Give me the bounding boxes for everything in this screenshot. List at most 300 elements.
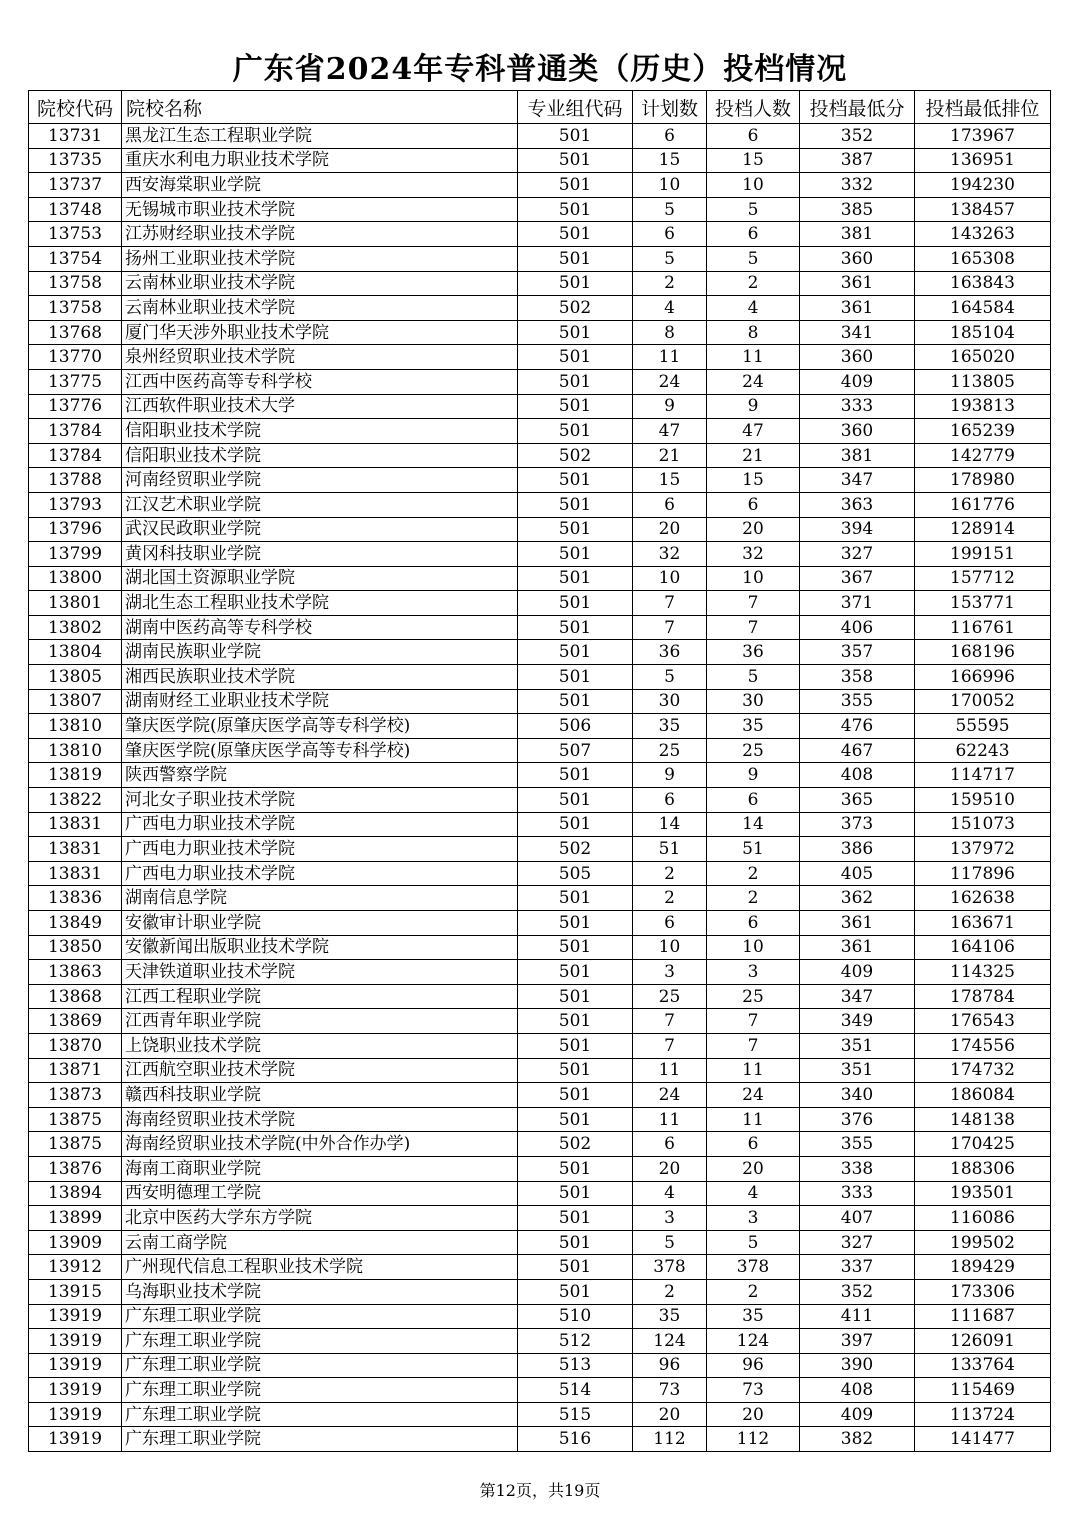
cell-min-rank: 185104 <box>915 320 1051 345</box>
cell-group-code: 501 <box>518 394 633 419</box>
cell-school-code: 13810 <box>29 738 122 763</box>
table-row <box>29 665 1051 690</box>
cell-school-code: 13876 <box>29 1156 122 1181</box>
cell-min-rank: 170425 <box>915 1132 1051 1157</box>
cell-min-rank: 193813 <box>915 394 1051 419</box>
cell-plan-count: 6 <box>633 911 707 936</box>
cell-plan-count: 11 <box>633 345 707 370</box>
cell-min-rank: 163671 <box>915 911 1051 936</box>
cell-school-name: 肇庆医学院(原肇庆医学高等专科学校) <box>122 714 518 739</box>
cell-school-code: 13800 <box>29 566 122 591</box>
cell-school-name: 广东理工职业学院 <box>122 1378 518 1403</box>
cell-school-code: 13788 <box>29 468 122 493</box>
cell-admitted-count: 2 <box>707 886 800 911</box>
cell-plan-count: 24 <box>633 369 707 394</box>
cell-min-rank: 164584 <box>915 296 1051 321</box>
cell-min-rank: 126091 <box>915 1329 1051 1354</box>
cell-min-rank: 199151 <box>915 542 1051 567</box>
cell-admitted-count: 47 <box>707 419 800 444</box>
table-row <box>29 443 1051 468</box>
cell-group-code: 501 <box>518 788 633 813</box>
cell-school-code: 13831 <box>29 861 122 886</box>
cell-group-code: 501 <box>518 615 633 640</box>
table-row <box>29 984 1051 1009</box>
cell-plan-count: 25 <box>633 984 707 1009</box>
cell-plan-count: 10 <box>633 566 707 591</box>
cell-plan-count: 10 <box>633 173 707 198</box>
cell-min-score: 405 <box>800 861 915 886</box>
cell-min-rank: 188306 <box>915 1156 1051 1181</box>
cell-school-code: 13799 <box>29 542 122 567</box>
header-min-score: 投档最低分 <box>800 91 915 124</box>
cell-school-code: 13805 <box>29 665 122 690</box>
cell-school-code: 13919 <box>29 1329 122 1354</box>
cell-school-code: 13770 <box>29 345 122 370</box>
cell-min-rank: 159510 <box>915 788 1051 813</box>
cell-plan-count: 51 <box>633 837 707 862</box>
cell-min-rank: 168196 <box>915 640 1051 665</box>
table-row <box>29 812 1051 837</box>
cell-admitted-count: 10 <box>707 566 800 591</box>
cell-min-score: 327 <box>800 1230 915 1255</box>
cell-min-score: 341 <box>800 320 915 345</box>
header-plan-count: 计划数 <box>633 91 707 124</box>
cell-admitted-count: 6 <box>707 1132 800 1157</box>
table-row <box>29 861 1051 886</box>
cell-plan-count: 11 <box>633 1058 707 1083</box>
cell-admitted-count: 24 <box>707 1083 800 1108</box>
cell-school-name: 黄冈科技职业学院 <box>122 542 518 567</box>
cell-min-rank: 162638 <box>915 886 1051 911</box>
cell-school-name: 北京中医药大学东方学院 <box>122 1206 518 1231</box>
table-row <box>29 591 1051 616</box>
cell-admitted-count: 7 <box>707 591 800 616</box>
cell-plan-count: 9 <box>633 763 707 788</box>
cell-school-name: 乌海职业技术学院 <box>122 1279 518 1304</box>
cell-group-code: 515 <box>518 1402 633 1427</box>
cell-plan-count: 15 <box>633 148 707 173</box>
table-row <box>29 788 1051 813</box>
cell-school-name: 河南经贸职业学院 <box>122 468 518 493</box>
header-admitted-count: 投档人数 <box>707 91 800 124</box>
cell-min-rank: 136951 <box>915 148 1051 173</box>
cell-school-name: 湖北国土资源职业学院 <box>122 566 518 591</box>
cell-min-rank: 116086 <box>915 1206 1051 1231</box>
cell-min-rank: 174556 <box>915 1033 1051 1058</box>
cell-min-score: 409 <box>800 369 915 394</box>
cell-min-rank: 178980 <box>915 468 1051 493</box>
cell-admitted-count: 10 <box>707 173 800 198</box>
cell-min-rank: 165239 <box>915 419 1051 444</box>
cell-plan-count: 15 <box>633 468 707 493</box>
cell-admitted-count: 25 <box>707 738 800 763</box>
cell-school-code: 13863 <box>29 960 122 985</box>
table-body <box>29 124 1051 1452</box>
cell-school-name: 黑龙江生态工程职业学院 <box>122 124 518 149</box>
table-row <box>29 1427 1051 1452</box>
cell-min-score: 409 <box>800 960 915 985</box>
cell-min-score: 373 <box>800 812 915 837</box>
header-school-code: 院校代码 <box>29 91 122 124</box>
cell-group-code: 502 <box>518 837 633 862</box>
cell-admitted-count: 9 <box>707 763 800 788</box>
table-row <box>29 960 1051 985</box>
cell-min-score: 386 <box>800 837 915 862</box>
cell-min-score: 467 <box>800 738 915 763</box>
cell-min-score: 357 <box>800 640 915 665</box>
cell-group-code: 501 <box>518 1009 633 1034</box>
cell-school-code: 13758 <box>29 271 122 296</box>
cell-school-code: 13793 <box>29 492 122 517</box>
cell-school-code: 13919 <box>29 1378 122 1403</box>
cell-min-score: 355 <box>800 689 915 714</box>
cell-group-code: 501 <box>518 345 633 370</box>
cell-group-code: 501 <box>518 1181 633 1206</box>
cell-min-score: 340 <box>800 1083 915 1108</box>
cell-group-code: 501 <box>518 689 633 714</box>
cell-school-name: 重庆水利电力职业技术学院 <box>122 148 518 173</box>
cell-admitted-count: 5 <box>707 1230 800 1255</box>
cell-min-rank: 114325 <box>915 960 1051 985</box>
table-row <box>29 1083 1051 1108</box>
cell-plan-count: 20 <box>633 1402 707 1427</box>
cell-admitted-count: 11 <box>707 1107 800 1132</box>
cell-plan-count: 7 <box>633 1033 707 1058</box>
cell-min-score: 406 <box>800 615 915 640</box>
table-row <box>29 419 1051 444</box>
cell-min-score: 338 <box>800 1156 915 1181</box>
table-row <box>29 1230 1051 1255</box>
cell-min-score: 381 <box>800 443 915 468</box>
cell-school-name: 广东理工职业学院 <box>122 1427 518 1452</box>
table-row <box>29 689 1051 714</box>
cell-admitted-count: 20 <box>707 1156 800 1181</box>
cell-group-code: 513 <box>518 1353 633 1378</box>
cell-group-code: 501 <box>518 148 633 173</box>
cell-min-score: 376 <box>800 1107 915 1132</box>
cell-min-score: 360 <box>800 345 915 370</box>
cell-school-code: 13784 <box>29 443 122 468</box>
cell-group-code: 501 <box>518 173 633 198</box>
cell-plan-count: 73 <box>633 1378 707 1403</box>
cell-plan-count: 6 <box>633 1132 707 1157</box>
cell-min-score: 361 <box>800 271 915 296</box>
table-row <box>29 738 1051 763</box>
cell-min-score: 390 <box>800 1353 915 1378</box>
cell-min-rank: 133764 <box>915 1353 1051 1378</box>
cell-admitted-count: 9 <box>707 394 800 419</box>
cell-group-code: 501 <box>518 271 633 296</box>
cell-school-code: 13915 <box>29 1279 122 1304</box>
cell-group-code: 501 <box>518 812 633 837</box>
cell-school-code: 13737 <box>29 173 122 198</box>
cell-school-code: 13919 <box>29 1353 122 1378</box>
cell-group-code: 501 <box>518 369 633 394</box>
cell-school-name: 海南经贸职业技术学院 <box>122 1107 518 1132</box>
cell-school-code: 13871 <box>29 1058 122 1083</box>
cell-school-name: 云南林业职业技术学院 <box>122 271 518 296</box>
cell-min-score: 387 <box>800 148 915 173</box>
cell-min-score: 337 <box>800 1255 915 1280</box>
cell-min-score: 408 <box>800 763 915 788</box>
cell-admitted-count: 36 <box>707 640 800 665</box>
table-row <box>29 246 1051 271</box>
cell-group-code: 506 <box>518 714 633 739</box>
table-row <box>29 1255 1051 1280</box>
cell-school-code: 13768 <box>29 320 122 345</box>
cell-group-code: 501 <box>518 640 633 665</box>
cell-min-score: 362 <box>800 886 915 911</box>
cell-admitted-count: 32 <box>707 542 800 567</box>
cell-plan-count: 10 <box>633 935 707 960</box>
cell-school-code: 13748 <box>29 197 122 222</box>
cell-min-score: 360 <box>800 419 915 444</box>
cell-school-code: 13873 <box>29 1083 122 1108</box>
cell-group-code: 514 <box>518 1378 633 1403</box>
cell-plan-count: 7 <box>633 591 707 616</box>
cell-group-code: 501 <box>518 1107 633 1132</box>
cell-admitted-count: 4 <box>707 1181 800 1206</box>
cell-min-score: 408 <box>800 1378 915 1403</box>
cell-admitted-count: 6 <box>707 222 800 247</box>
cell-min-score: 333 <box>800 1181 915 1206</box>
cell-group-code: 501 <box>518 320 633 345</box>
cell-group-code: 501 <box>518 246 633 271</box>
cell-plan-count: 6 <box>633 492 707 517</box>
cell-plan-count: 96 <box>633 1353 707 1378</box>
cell-plan-count: 2 <box>633 1279 707 1304</box>
cell-school-name: 无锡城市职业技术学院 <box>122 197 518 222</box>
cell-school-code: 13919 <box>29 1402 122 1427</box>
cell-school-code: 13831 <box>29 837 122 862</box>
cell-group-code: 507 <box>518 738 633 763</box>
cell-group-code: 501 <box>518 1230 633 1255</box>
cell-school-code: 13804 <box>29 640 122 665</box>
cell-min-score: 367 <box>800 566 915 591</box>
cell-min-rank: 163843 <box>915 271 1051 296</box>
cell-admitted-count: 8 <box>707 320 800 345</box>
cell-min-rank: 170052 <box>915 689 1051 714</box>
header-school-name: 院校名称 <box>122 91 518 124</box>
cell-plan-count: 7 <box>633 1009 707 1034</box>
cell-school-code: 13754 <box>29 246 122 271</box>
cell-plan-count: 5 <box>633 1230 707 1255</box>
cell-min-score: 361 <box>800 935 915 960</box>
cell-group-code: 516 <box>518 1427 633 1452</box>
cell-school-code: 13894 <box>29 1181 122 1206</box>
cell-school-name: 江西中医药高等专科学校 <box>122 369 518 394</box>
cell-school-name: 赣西科技职业学院 <box>122 1083 518 1108</box>
cell-school-name: 江汉艺术职业学院 <box>122 492 518 517</box>
cell-min-rank: 113724 <box>915 1402 1051 1427</box>
cell-plan-count: 7 <box>633 615 707 640</box>
cell-admitted-count: 2 <box>707 271 800 296</box>
cell-school-code: 13802 <box>29 615 122 640</box>
cell-min-rank: 114717 <box>915 763 1051 788</box>
cell-admitted-count: 2 <box>707 861 800 886</box>
cell-min-score: 360 <box>800 246 915 271</box>
cell-admitted-count: 3 <box>707 1206 800 1231</box>
cell-school-code: 13875 <box>29 1107 122 1132</box>
cell-min-score: 394 <box>800 517 915 542</box>
cell-min-score: 355 <box>800 1132 915 1157</box>
cell-admitted-count: 124 <box>707 1329 800 1354</box>
cell-plan-count: 24 <box>633 1083 707 1108</box>
cell-min-rank: 113805 <box>915 369 1051 394</box>
cell-plan-count: 30 <box>633 689 707 714</box>
cell-school-code: 13870 <box>29 1033 122 1058</box>
cell-plan-count: 5 <box>633 665 707 690</box>
cell-school-name: 湖北生态工程职业技术学院 <box>122 591 518 616</box>
cell-school-code: 13801 <box>29 591 122 616</box>
cell-min-rank: 141477 <box>915 1427 1051 1452</box>
cell-admitted-count: 73 <box>707 1378 800 1403</box>
cell-school-name: 江西工程职业学院 <box>122 984 518 1009</box>
cell-school-code: 13869 <box>29 1009 122 1034</box>
cell-school-code: 13810 <box>29 714 122 739</box>
table-row <box>29 296 1051 321</box>
cell-school-name: 广西电力职业技术学院 <box>122 812 518 837</box>
table-row <box>29 1009 1051 1034</box>
cell-admitted-count: 6 <box>707 492 800 517</box>
cell-min-rank: 142779 <box>915 443 1051 468</box>
cell-min-score: 365 <box>800 788 915 813</box>
cell-admitted-count: 2 <box>707 1279 800 1304</box>
cell-min-rank: 116761 <box>915 615 1051 640</box>
cell-plan-count: 2 <box>633 861 707 886</box>
table-row <box>29 197 1051 222</box>
cell-plan-count: 35 <box>633 1304 707 1329</box>
cell-group-code: 501 <box>518 468 633 493</box>
cell-group-code: 505 <box>518 861 633 886</box>
cell-min-rank: 194230 <box>915 173 1051 198</box>
cell-school-name: 河北女子职业技术学院 <box>122 788 518 813</box>
cell-min-score: 333 <box>800 394 915 419</box>
cell-group-code: 502 <box>518 296 633 321</box>
cell-plan-count: 6 <box>633 124 707 149</box>
cell-min-score: 381 <box>800 222 915 247</box>
cell-group-code: 501 <box>518 911 633 936</box>
cell-group-code: 501 <box>518 984 633 1009</box>
cell-min-score: 409 <box>800 1402 915 1427</box>
table-row <box>29 1181 1051 1206</box>
cell-school-name: 广东理工职业学院 <box>122 1304 518 1329</box>
cell-admitted-count: 7 <box>707 615 800 640</box>
cell-min-rank: 189429 <box>915 1255 1051 1280</box>
cell-min-score: 361 <box>800 296 915 321</box>
cell-school-code: 13849 <box>29 911 122 936</box>
cell-group-code: 512 <box>518 1329 633 1354</box>
cell-school-code: 13731 <box>29 124 122 149</box>
table-row <box>29 124 1051 149</box>
cell-school-name: 湘西民族职业技术学院 <box>122 665 518 690</box>
table-row <box>29 615 1051 640</box>
cell-admitted-count: 6 <box>707 124 800 149</box>
table-row <box>29 492 1051 517</box>
table-row <box>29 566 1051 591</box>
cell-group-code: 501 <box>518 1156 633 1181</box>
cell-min-score: 352 <box>800 1279 915 1304</box>
cell-min-score: 347 <box>800 984 915 1009</box>
cell-school-name: 江苏财经职业技术学院 <box>122 222 518 247</box>
cell-plan-count: 6 <box>633 788 707 813</box>
cell-plan-count: 6 <box>633 222 707 247</box>
cell-admitted-count: 11 <box>707 1058 800 1083</box>
table-row <box>29 222 1051 247</box>
cell-plan-count: 2 <box>633 886 707 911</box>
table-row <box>29 640 1051 665</box>
header-min-rank: 投档最低排位 <box>915 91 1051 124</box>
cell-plan-count: 5 <box>633 246 707 271</box>
cell-min-rank: 193501 <box>915 1181 1051 1206</box>
cell-group-code: 501 <box>518 591 633 616</box>
cell-min-rank: 117896 <box>915 861 1051 886</box>
cell-school-code: 13758 <box>29 296 122 321</box>
cell-group-code: 501 <box>518 1083 633 1108</box>
admission-table <box>28 90 1051 1452</box>
cell-admitted-count: 15 <box>707 468 800 493</box>
cell-admitted-count: 6 <box>707 911 800 936</box>
cell-min-rank: 199502 <box>915 1230 1051 1255</box>
cell-min-score: 351 <box>800 1058 915 1083</box>
cell-school-code: 13775 <box>29 369 122 394</box>
cell-admitted-count: 21 <box>707 443 800 468</box>
cell-plan-count: 4 <box>633 296 707 321</box>
cell-school-name: 武汉民政职业学院 <box>122 517 518 542</box>
cell-school-name: 厦门华天涉外职业技术学院 <box>122 320 518 345</box>
table-row <box>29 1353 1051 1378</box>
cell-plan-count: 8 <box>633 320 707 345</box>
table-row <box>29 1058 1051 1083</box>
table-row <box>29 935 1051 960</box>
table-row <box>29 173 1051 198</box>
cell-admitted-count: 5 <box>707 197 800 222</box>
cell-school-code: 13776 <box>29 394 122 419</box>
cell-school-name: 云南林业职业技术学院 <box>122 296 518 321</box>
cell-admitted-count: 4 <box>707 296 800 321</box>
cell-min-score: 347 <box>800 468 915 493</box>
cell-min-score: 382 <box>800 1427 915 1452</box>
cell-min-rank: 164106 <box>915 935 1051 960</box>
cell-school-name: 肇庆医学院(原肇庆医学高等专科学校) <box>122 738 518 763</box>
cell-min-score: 363 <box>800 492 915 517</box>
cell-group-code: 501 <box>518 419 633 444</box>
cell-admitted-count: 7 <box>707 1033 800 1058</box>
cell-school-name: 江西软件职业技术大学 <box>122 394 518 419</box>
cell-school-code: 13831 <box>29 812 122 837</box>
cell-school-code: 13912 <box>29 1255 122 1280</box>
cell-school-code: 13819 <box>29 763 122 788</box>
cell-school-code: 13735 <box>29 148 122 173</box>
cell-school-name: 海南经贸职业技术学院(中外合作办学) <box>122 1132 518 1157</box>
cell-min-rank: 166996 <box>915 665 1051 690</box>
cell-plan-count: 14 <box>633 812 707 837</box>
cell-min-rank: 138457 <box>915 197 1051 222</box>
cell-school-code: 13796 <box>29 517 122 542</box>
table-row <box>29 394 1051 419</box>
table-row <box>29 1329 1051 1354</box>
cell-group-code: 501 <box>518 1279 633 1304</box>
cell-plan-count: 124 <box>633 1329 707 1354</box>
cell-admitted-count: 20 <box>707 1402 800 1427</box>
cell-min-score: 397 <box>800 1329 915 1354</box>
cell-school-name: 广西电力职业技术学院 <box>122 861 518 886</box>
cell-plan-count: 21 <box>633 443 707 468</box>
cell-min-score: 385 <box>800 197 915 222</box>
cell-school-name: 湖南民族职业学院 <box>122 640 518 665</box>
cell-plan-count: 112 <box>633 1427 707 1452</box>
page-title: 广东省2024年专科普通类（历史）投档情况 <box>232 52 848 87</box>
